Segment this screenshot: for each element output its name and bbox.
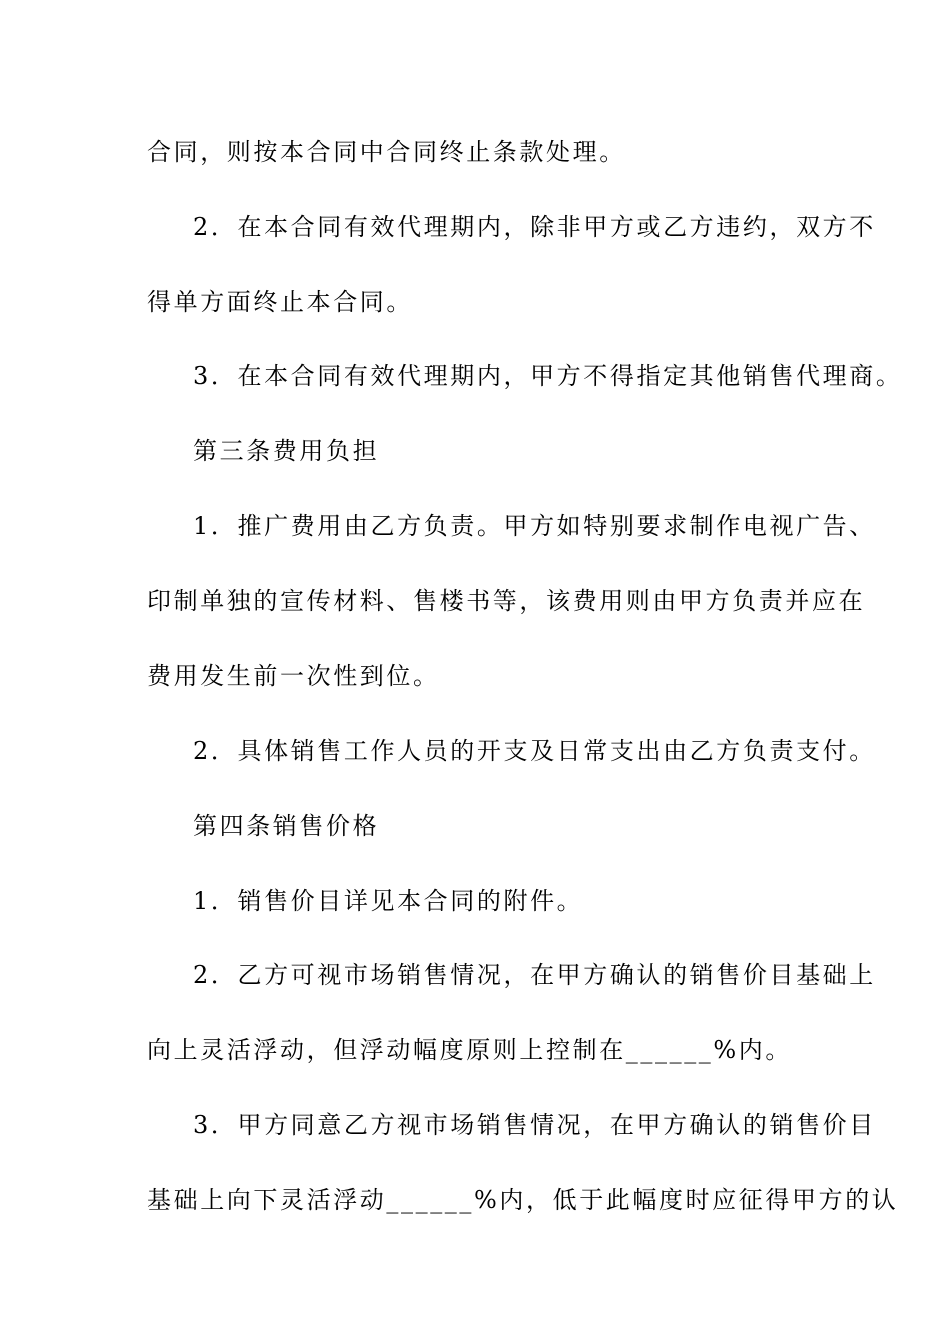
text-line: 3．甲方同意乙方视市场销售情况，在甲方确认的销售价目 (193, 1111, 876, 1139)
text-line: 印制单独的宣传材料、售楼书等，该费用则由甲方负责并应在 (147, 587, 866, 615)
text-line: 2．在本合同有效代理期内，除非甲方或乙方违约，双方不 (193, 213, 876, 241)
text-line: 合同，则按本合同中合同终止条款处理。 (147, 138, 626, 166)
text-line: 费用发生前一次性到位。 (147, 662, 440, 690)
text-line: 3．在本合同有效代理期内，甲方不得指定其他销售代理商。 (193, 362, 903, 390)
text-line: 1．销售价目详见本合同的附件。 (193, 887, 584, 915)
text-line: 2．乙方可视市场销售情况，在甲方确认的销售价目基础上 (193, 961, 876, 989)
section-heading: 第四条销售价格 (193, 812, 380, 840)
section-heading: 第三条费用负担 (193, 437, 380, 465)
text-line: 向上灵活浮动，但浮动幅度原则上控制在______%内。 (147, 1036, 793, 1064)
text-line: 1．推广费用由乙方负责。甲方如特别要求制作电视广告、 (193, 512, 876, 540)
text-line: 2．具体销售工作人员的开支及日常支出由乙方负责支付。 (193, 737, 876, 765)
text-line: 得单方面终止本合同。 (147, 288, 413, 316)
text-line: 基础上向下灵活浮动______%内，低于此幅度时应征得甲方的认 (147, 1186, 899, 1214)
